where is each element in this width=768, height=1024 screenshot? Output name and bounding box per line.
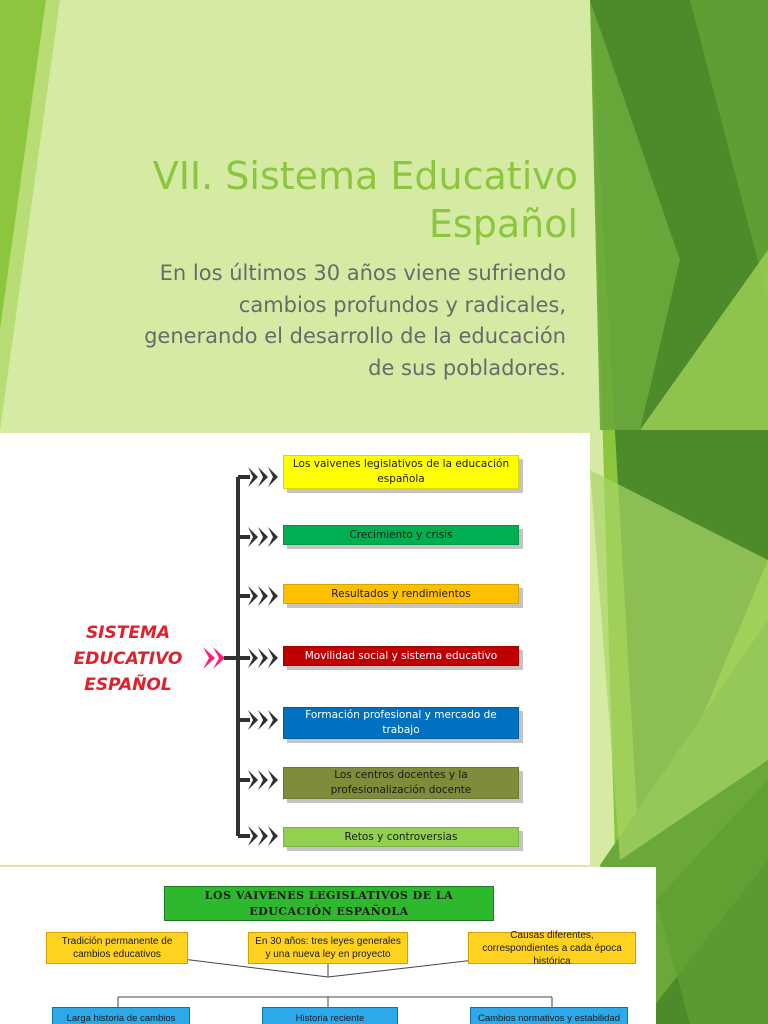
box-vaivenes-legislativos: Los vaivenes legislativos de la educación española <box>283 455 519 489</box>
sistema-educativo-label: SISTEMA EDUCATIVO ESPAÑOL <box>73 623 183 695</box>
vaivenes-heading: LOS VAIVENES LEGISLATIVOS DE LA EDUCACIÓN ESPAÑOLA <box>164 886 494 921</box>
slide-subtitle: En los últimos 30 años viene sufriendo cambios profundos y radicales, generando el desarrollo de la educación de sus pobladores. <box>144 261 566 380</box>
box-movilidad-social: Movilidad social y sistema educativo <box>283 646 519 666</box>
box-cambios-normativos: Cambios normativos y estabilidad <box>470 1007 628 1024</box>
box-formacion-profesional: Formación profesional y mercado de trabajo <box>283 707 519 739</box>
branch-4 <box>238 648 278 668</box>
branch-6 <box>238 770 278 790</box>
box-causas-diferentes: Causas diferentes, correspondientes a cada época histórica <box>468 932 636 964</box>
diagram-panel-vaivenes <box>0 867 656 1024</box>
box-historia-reciente: Historia reciente <box>262 1007 398 1024</box>
box-resultados-rendimientos: Resultados y rendimientos <box>283 584 519 604</box>
box-retos-controversias: Retos y controversias <box>283 827 519 847</box>
box-en-30-anos: En 30 años: tres leyes generales y una nueva ley en proyecto <box>248 932 408 964</box>
box-centros-docentes: Los centros docentes y la profesionalización docente <box>283 767 519 799</box>
input-chevrons <box>203 647 238 669</box>
branch-2 <box>238 527 278 547</box>
box-larga-historia: Larga historia de cambios <box>52 1007 190 1024</box>
branch-5 <box>238 710 278 730</box>
diagram-panel-sistema <box>0 433 590 865</box>
slide-title <box>58 152 578 248</box>
box-tradicion-permanente: Tradición permanente de cambios educativos <box>46 932 188 964</box>
title-line-1: VII. Sistema Educativo <box>152 154 578 198</box>
branch-7 <box>238 826 278 846</box>
title-line-2: Español <box>428 202 578 246</box>
branch-3 <box>238 586 278 606</box>
branch-1 <box>238 467 278 487</box>
box-crecimiento-crisis: Crecimiento y crisis <box>283 525 519 545</box>
